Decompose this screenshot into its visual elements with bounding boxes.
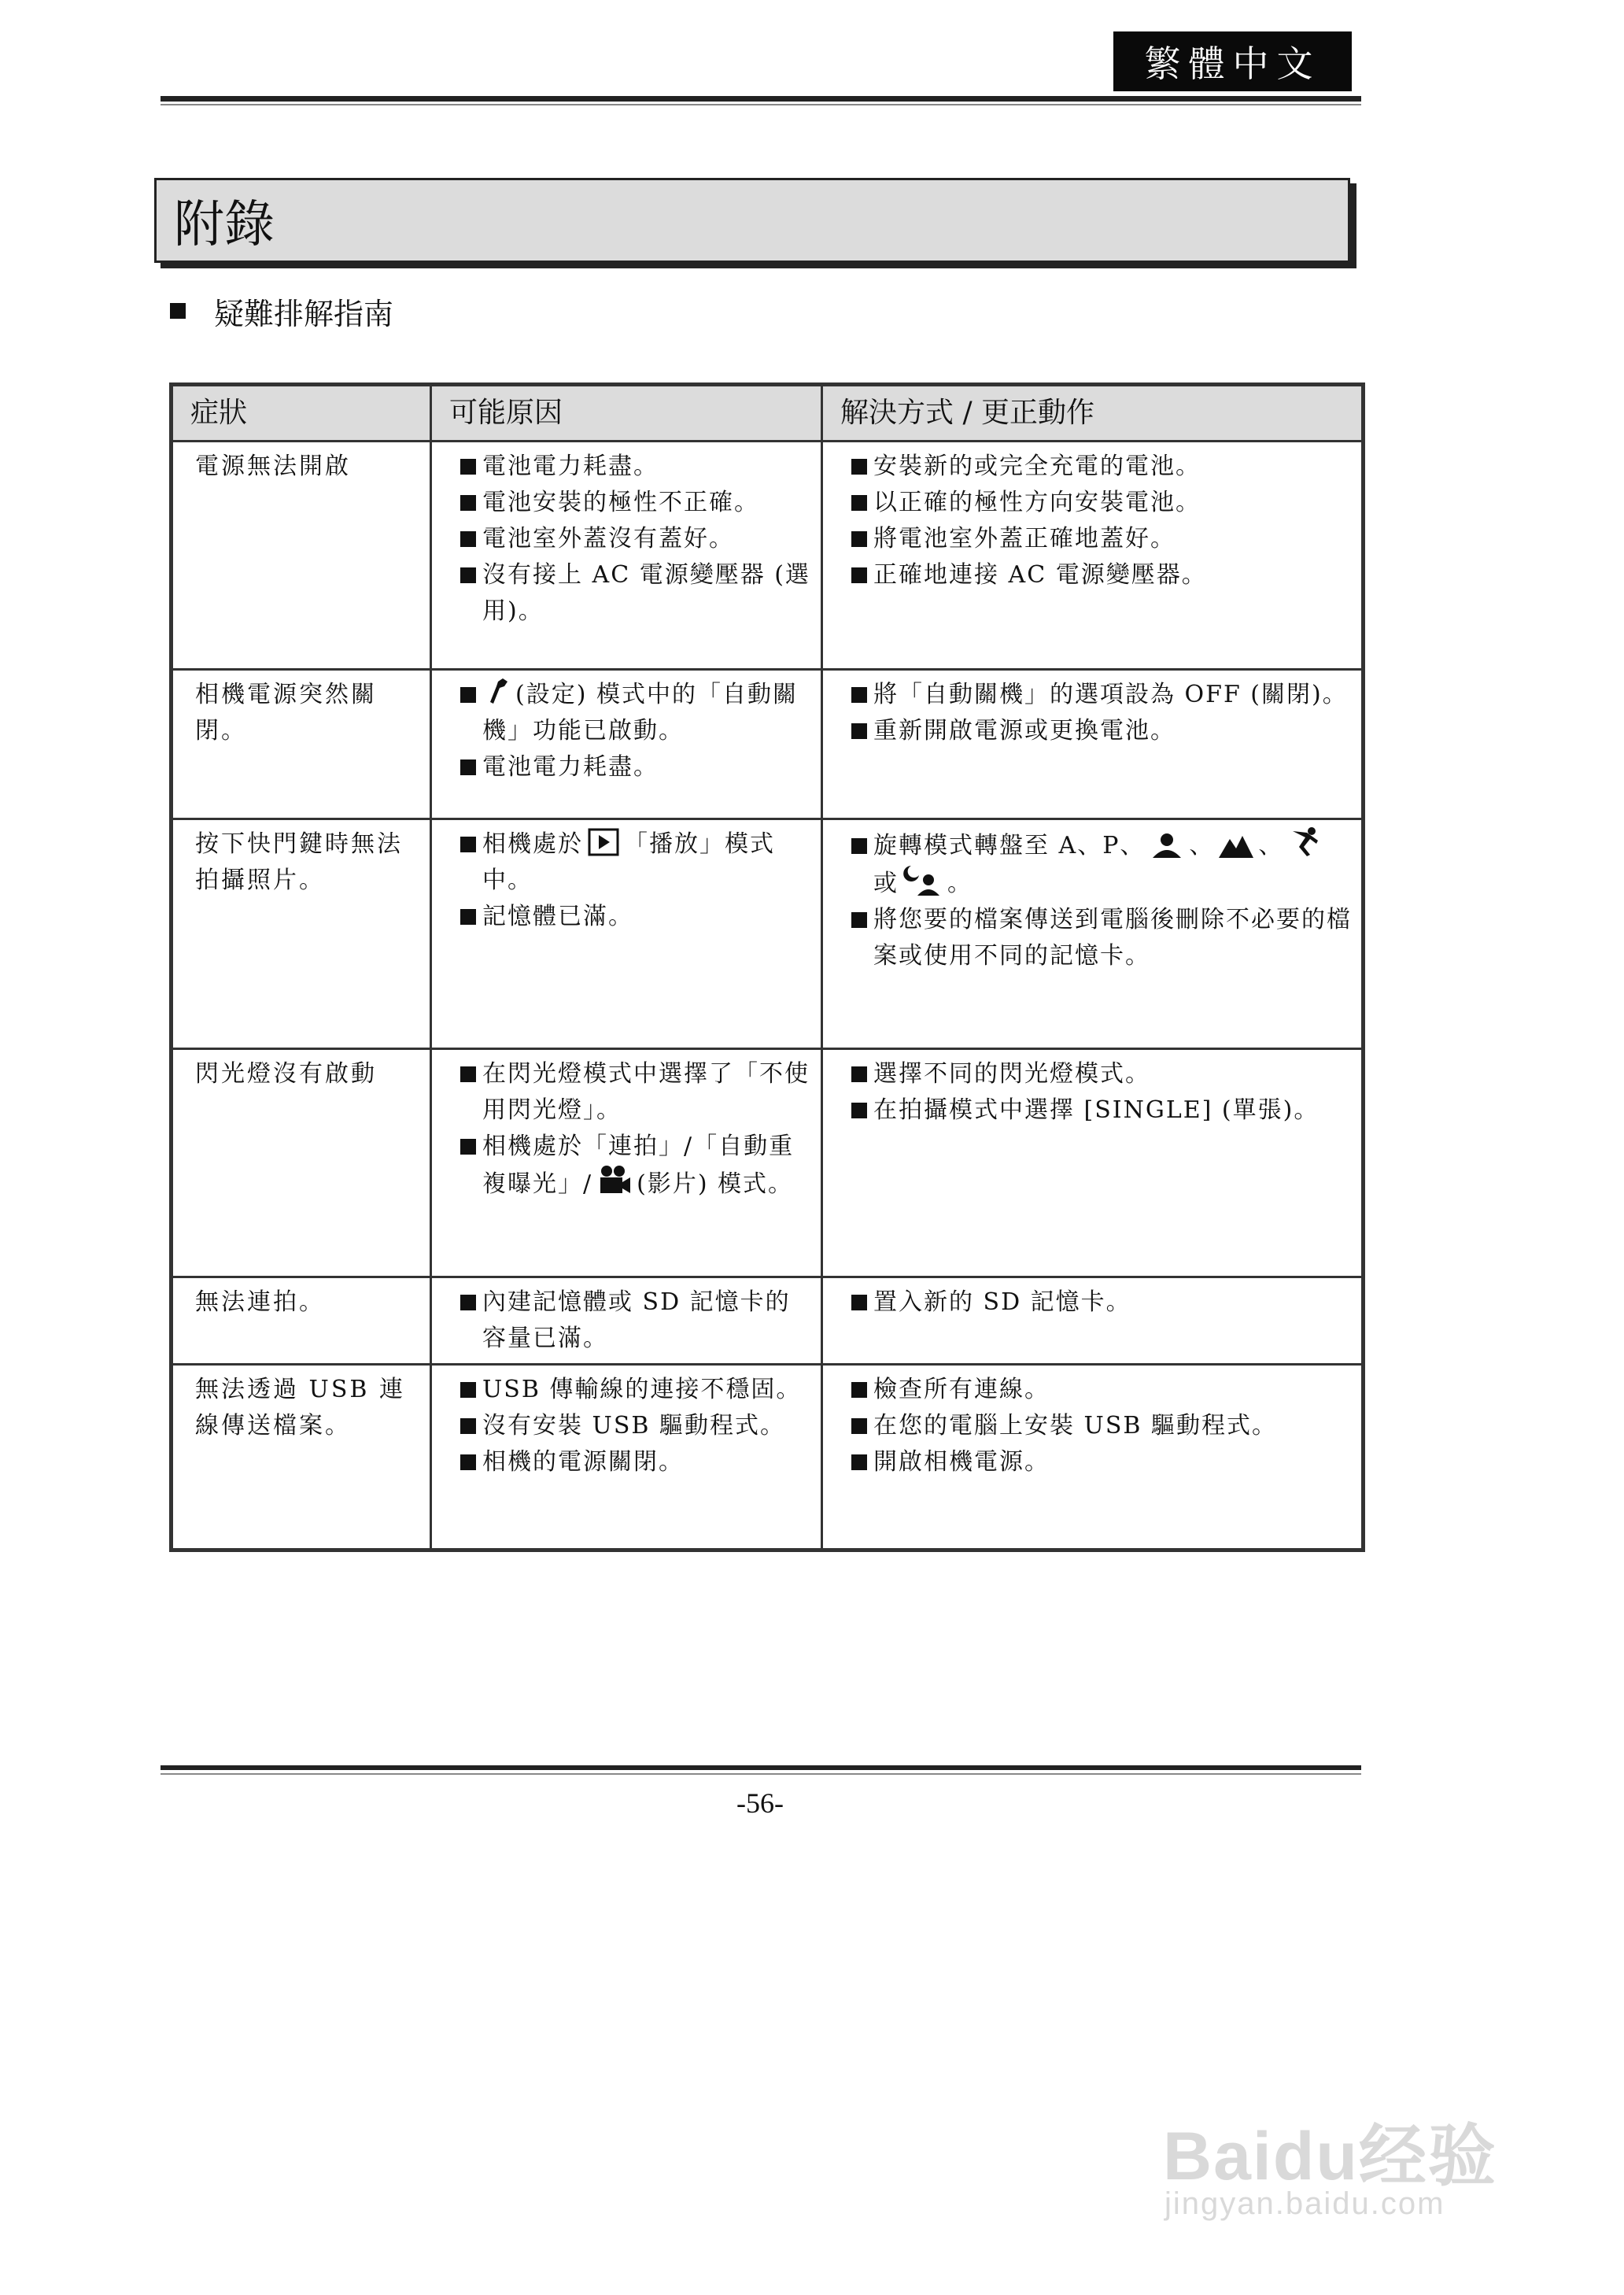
fix-text: 或	[873, 870, 899, 897]
symptom-cell	[172, 1365, 431, 1550]
symptom-cell	[172, 1277, 431, 1365]
cause-text: 電池電力耗盡。	[482, 753, 659, 781]
cause-item	[460, 521, 813, 557]
fix-text: 在拍攝模式中選擇 [SINGLE] (單張)。	[873, 1096, 1320, 1124]
square-bullet-icon	[460, 1066, 476, 1082]
square-bullet-icon	[851, 1382, 867, 1398]
symptom-text: 電源無法開啟	[195, 453, 351, 480]
cause-text: 內建記憶體或 SD 記憶卡的容量已滿。	[482, 1288, 791, 1352]
table-row	[172, 1365, 1364, 1550]
square-bullet-icon	[851, 1418, 867, 1434]
cause-cell	[431, 1277, 822, 1365]
fix-item	[851, 485, 1353, 521]
fix-text: 重新開啟電源或更換電池。	[873, 717, 1176, 745]
table-row	[172, 670, 1364, 819]
square-bullet-icon	[851, 1454, 867, 1470]
cause-item	[460, 677, 813, 749]
cause-text: 電池安裝的極性不正確。	[482, 489, 759, 516]
fix-item	[851, 826, 1353, 902]
square-bullet-icon	[851, 531, 867, 547]
square-bullet-icon	[851, 1103, 867, 1118]
fix-text: 選擇不同的閃光燈模式。	[873, 1060, 1150, 1088]
fix-item	[851, 1444, 1353, 1480]
cause-text: 相機處於「連拍」/「自動重複曝光」/	[482, 1133, 795, 1198]
fix-text: 。	[947, 870, 973, 897]
cause-item	[460, 1129, 813, 1203]
table-row	[172, 1277, 1364, 1365]
night-portrait-mode-icon	[903, 864, 943, 896]
header-cause: 可能原因	[431, 385, 822, 442]
square-bullet-icon	[851, 838, 867, 854]
fix-text: 檢查所有連線。	[873, 1376, 1050, 1403]
fix-item	[851, 1408, 1353, 1444]
table-header-row	[172, 385, 1364, 442]
symptom-cell	[172, 819, 431, 1049]
fix-cell	[822, 819, 1364, 1049]
fix-text: 將電池室外蓋正確地蓋好。	[873, 525, 1176, 552]
symptom-text: 按下快門鍵時無法拍攝照片。	[195, 830, 403, 894]
table-row	[172, 442, 1364, 670]
symptom-text: 無法透過 USB 連線傳送檔案。	[195, 1376, 405, 1439]
symptom-cell	[172, 670, 431, 819]
square-bullet-icon	[460, 1418, 476, 1434]
square-bullet-icon	[851, 567, 867, 583]
section-heading-text: 疑難排解指南	[214, 296, 394, 331]
cause-text: USB 傳輸線的連接不穩固。	[482, 1376, 802, 1403]
language-tag: 繁體中文	[1113, 31, 1352, 91]
symptom-text: 相機電源突然關閉。	[195, 681, 377, 745]
cause-item	[460, 826, 813, 899]
cause-item	[460, 1056, 813, 1129]
cause-text: (設定) 模式中的「自動關機」功能已啟動。	[482, 681, 798, 745]
cause-item	[460, 1284, 813, 1357]
wrench-setup-icon	[487, 677, 511, 707]
watermark-brand: Baidu经验	[1163, 2119, 1497, 2194]
header-rule-thin	[161, 104, 1361, 105]
square-bullet-icon	[460, 837, 476, 852]
footer-rule	[161, 1765, 1361, 1770]
fix-item	[851, 902, 1353, 974]
fix-text: 將「自動關機」的選項設為 OFF (關閉)。	[873, 681, 1348, 708]
watermark	[1149, 2094, 1589, 2251]
header-rule	[161, 96, 1361, 102]
cause-item	[460, 557, 813, 630]
troubleshooting-table	[169, 382, 1365, 1552]
cause-item	[460, 749, 813, 785]
table-row	[172, 819, 1364, 1049]
cause-text: 沒有接上 AC 電源變壓器 (選用)。	[482, 561, 810, 625]
footer-rule-thin	[161, 1773, 1361, 1775]
cause-cell	[431, 1365, 822, 1550]
fix-item	[851, 1056, 1353, 1092]
header-symptom: 症狀	[172, 385, 431, 442]
cause-cell	[431, 670, 822, 819]
sports-mode-icon	[1288, 826, 1320, 858]
fix-text: 置入新的 SD 記憶卡。	[873, 1288, 1131, 1316]
fix-item	[851, 1372, 1353, 1408]
landscape-mode-icon	[1219, 834, 1253, 858]
square-bullet-icon	[851, 687, 867, 703]
cause-text: 相機的電源關閉。	[482, 1448, 684, 1476]
fix-cell	[822, 442, 1364, 670]
fix-item	[851, 713, 1353, 749]
fix-cell	[822, 1049, 1364, 1277]
square-bullet-icon	[460, 909, 476, 925]
square-bullet-icon	[460, 459, 476, 475]
fix-item	[851, 449, 1353, 485]
portrait-mode-icon	[1150, 833, 1184, 858]
page-title	[154, 178, 1350, 263]
movie-camera-icon	[597, 1165, 632, 1196]
square-bullet-icon	[851, 495, 867, 511]
fix-text: 開啟相機電源。	[873, 1448, 1050, 1476]
cause-text: 電池室外蓋沒有蓋好。	[482, 525, 734, 552]
cause-cell	[431, 442, 822, 670]
cause-item	[460, 449, 813, 485]
fix-item	[851, 557, 1353, 593]
cause-text: 電池電力耗盡。	[482, 453, 659, 480]
square-bullet-icon	[460, 567, 476, 583]
square-bullet-icon	[851, 459, 867, 475]
fix-item	[851, 521, 1353, 557]
table-row	[172, 1049, 1364, 1277]
fix-separator: 、	[1189, 832, 1215, 859]
symptom-text: 無法連拍。	[195, 1288, 325, 1316]
cause-text: 「播放」模式中。	[482, 830, 775, 894]
cause-item	[460, 485, 813, 521]
fix-item	[851, 677, 1353, 713]
square-bullet-icon	[851, 1066, 867, 1082]
square-bullet-icon	[851, 912, 867, 928]
cause-text: 相機處於	[482, 830, 583, 858]
fix-text: 以正確的極性方向安裝電池。	[873, 489, 1201, 516]
cause-cell	[431, 819, 822, 1049]
page-number: -56-	[736, 1787, 784, 1819]
fix-text: 正確地連接 AC 電源變壓器。	[873, 561, 1207, 589]
cause-item	[460, 1408, 813, 1444]
fix-text: 旋轉模式轉盤至 A、P、	[873, 832, 1146, 859]
square-bullet-icon	[460, 759, 476, 775]
square-bullet-icon	[460, 1382, 476, 1398]
playback-icon	[588, 828, 619, 856]
square-bullet-icon	[851, 723, 867, 739]
square-bullet-icon	[460, 495, 476, 511]
square-bullet-icon	[460, 687, 476, 703]
page-title-text: 附錄	[174, 196, 275, 254]
square-bullet-icon	[851, 1295, 867, 1310]
cause-item	[460, 1372, 813, 1408]
fix-cell	[822, 670, 1364, 819]
cause-text: 沒有安裝 USB 驅動程式。	[482, 1412, 785, 1439]
cause-cell	[431, 1049, 822, 1277]
fix-item	[851, 1092, 1353, 1129]
header-fix: 解決方式 / 更正動作	[822, 385, 1364, 442]
watermark-url: jingyan.baidu.com	[1164, 2186, 1445, 2221]
fix-text: 在您的電腦上安裝 USB 驅動程式。	[873, 1412, 1277, 1439]
square-bullet-icon	[460, 1295, 476, 1310]
fix-text: 安裝新的或完全充電的電池。	[873, 453, 1201, 480]
cause-text: 記憶體已滿。	[482, 903, 633, 930]
cause-text: (影片) 模式。	[637, 1170, 794, 1198]
cause-item	[460, 899, 813, 935]
symptom-text: 閃光燈沒有啟動	[195, 1060, 377, 1088]
square-bullet-icon	[460, 531, 476, 547]
fix-cell	[822, 1277, 1364, 1365]
symptom-cell	[172, 442, 431, 670]
cause-text: 在閃光燈模式中選擇了「不使用閃光燈」。	[482, 1060, 810, 1124]
fix-separator: 、	[1258, 832, 1284, 859]
square-bullet-icon	[460, 1139, 476, 1155]
section-heading	[170, 291, 393, 331]
fix-cell	[822, 1365, 1364, 1550]
square-bullet-icon	[170, 303, 186, 319]
fix-text: 將您要的檔案傳送到電腦後刪除不必要的檔案或使用不同的記憶卡。	[873, 906, 1352, 970]
square-bullet-icon	[460, 1454, 476, 1470]
fix-item	[851, 1284, 1353, 1321]
cause-item	[460, 1444, 813, 1480]
symptom-cell	[172, 1049, 431, 1277]
